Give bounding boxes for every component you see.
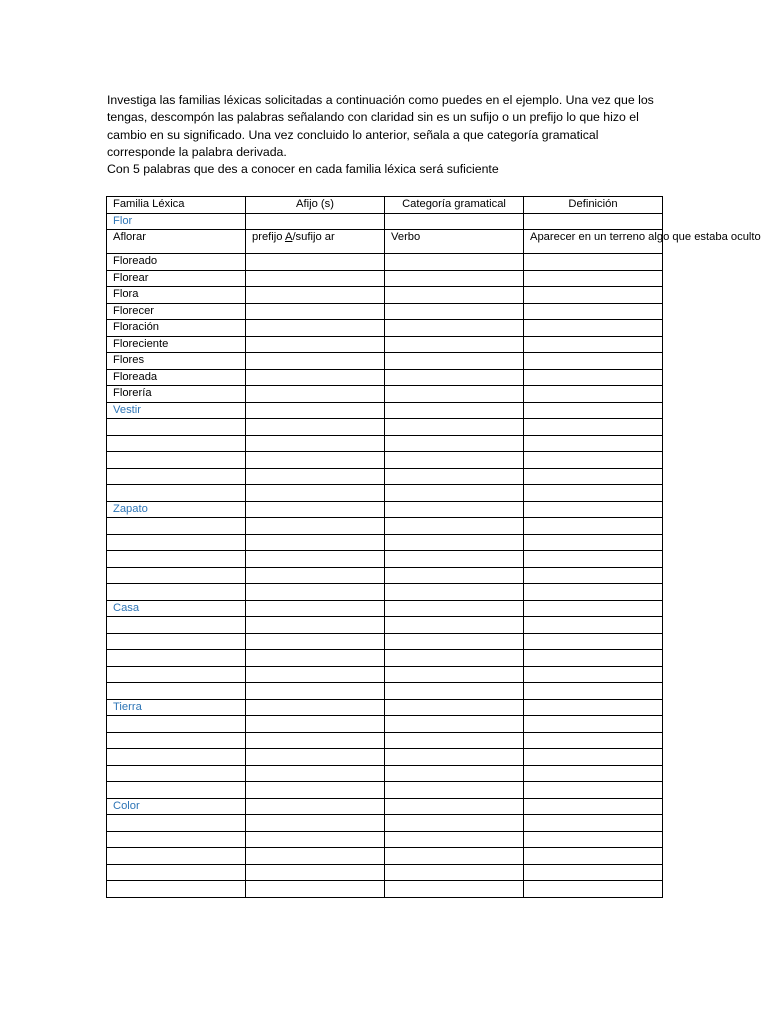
header-definicion: Definición [524, 197, 663, 214]
empty-cell[interactable] [246, 551, 385, 568]
empty-cell[interactable] [524, 732, 663, 749]
family-row [107, 501, 663, 518]
empty-cell[interactable] [246, 815, 385, 832]
empty-cell[interactable] [246, 617, 385, 634]
empty-cell[interactable] [246, 732, 385, 749]
table-row [107, 551, 663, 568]
table-row [107, 765, 663, 782]
empty-cell[interactable] [246, 287, 385, 304]
word-cell: Floreada [107, 369, 246, 386]
table-row [107, 848, 663, 865]
empty-cell[interactable] [107, 584, 246, 601]
remaining-families [107, 402, 663, 897]
empty-cell[interactable] [246, 864, 385, 881]
empty-cell[interactable] [524, 831, 663, 848]
empty-cell[interactable] [385, 633, 524, 650]
table-row [107, 534, 663, 551]
empty-cell[interactable] [107, 765, 246, 782]
table-row [107, 320, 663, 337]
empty-cell[interactable] [246, 452, 385, 469]
table-row [107, 369, 663, 386]
empty-cell[interactable] [385, 501, 524, 518]
empty-cell[interactable] [246, 501, 385, 518]
empty-cell[interactable] [385, 831, 524, 848]
empty-cell[interactable] [246, 782, 385, 799]
empty-cell[interactable] [524, 650, 663, 667]
empty-cell[interactable] [246, 848, 385, 865]
empty-cell[interactable] [524, 254, 663, 271]
empty-cell[interactable] [524, 353, 663, 370]
empty-cell[interactable] [107, 485, 246, 502]
family-row [107, 600, 663, 617]
empty-cell[interactable] [107, 435, 246, 452]
table-row [107, 815, 663, 832]
empty-cell[interactable] [246, 600, 385, 617]
word-cell: Florecer [107, 303, 246, 320]
empty-cell[interactable] [524, 782, 663, 799]
empty-cell[interactable] [385, 254, 524, 271]
family-row [107, 402, 663, 419]
empty-cell[interactable] [385, 798, 524, 815]
empty-cell[interactable] [385, 584, 524, 601]
empty-cell[interactable] [246, 749, 385, 766]
table-row [107, 831, 663, 848]
table-row [107, 666, 663, 683]
empty-cell[interactable] [524, 699, 663, 716]
empty-cell[interactable] [246, 716, 385, 733]
empty-cell[interactable] [385, 452, 524, 469]
empty-cell[interactable] [385, 617, 524, 634]
empty-cell[interactable] [524, 798, 663, 815]
empty-cell[interactable] [524, 749, 663, 766]
example-affix [246, 230, 385, 254]
empty-cell[interactable] [385, 650, 524, 667]
empty-cell[interactable] [107, 551, 246, 568]
empty-cell[interactable] [385, 353, 524, 370]
table-row [107, 864, 663, 881]
table-row [107, 270, 663, 287]
empty-cell[interactable] [107, 452, 246, 469]
empty-cell[interactable] [385, 419, 524, 436]
empty-cell[interactable] [246, 353, 385, 370]
affix-prefix-text: prefijo [252, 231, 285, 243]
table-row [107, 782, 663, 799]
empty-cell[interactable] [524, 402, 663, 419]
empty-cell[interactable] [385, 369, 524, 386]
empty-cell[interactable] [246, 881, 385, 898]
table-row [107, 650, 663, 667]
affix-suffix-text: /sufijo ar [292, 231, 335, 243]
empty-cell[interactable] [385, 534, 524, 551]
empty-cell[interactable] [385, 336, 524, 353]
empty-cell[interactable] [524, 369, 663, 386]
table-row [107, 716, 663, 733]
table-row [107, 287, 663, 304]
empty-cell[interactable] [246, 386, 385, 403]
empty-cell[interactable] [385, 567, 524, 584]
table-row [107, 353, 663, 370]
empty-cell[interactable] [246, 369, 385, 386]
empty-cell[interactable] [524, 435, 663, 452]
empty-cell[interactable] [385, 320, 524, 337]
table-row [107, 881, 663, 898]
empty-cell[interactable] [524, 270, 663, 287]
empty-cell[interactable] [246, 419, 385, 436]
empty-cell[interactable] [385, 732, 524, 749]
empty-cell[interactable] [524, 584, 663, 601]
empty-cell[interactable] [246, 683, 385, 700]
empty-cell[interactable] [385, 303, 524, 320]
empty-cell[interactable] [107, 534, 246, 551]
table-row [107, 336, 663, 353]
table-row [107, 518, 663, 535]
empty-cell[interactable] [524, 716, 663, 733]
table-row [107, 567, 663, 584]
empty-cell[interactable] [107, 716, 246, 733]
table-row [107, 386, 663, 403]
empty-cell[interactable] [385, 386, 524, 403]
empty-cell[interactable] [524, 419, 663, 436]
empty-cell[interactable] [524, 666, 663, 683]
empty-cell[interactable] [246, 270, 385, 287]
instruction-line: Con 5 palabras que des a conocer en cada familia léxica será suficiente [107, 162, 499, 177]
empty-cell[interactable] [524, 336, 663, 353]
empty-cell[interactable] [107, 567, 246, 584]
empty-cell[interactable] [385, 782, 524, 799]
empty-cell[interactable] [107, 732, 246, 749]
family-row [107, 213, 663, 230]
family-name: Zapato [107, 501, 246, 518]
empty-cell[interactable] [246, 336, 385, 353]
empty-cell[interactable] [385, 551, 524, 568]
empty-cell[interactable] [107, 864, 246, 881]
empty-cell[interactable] [107, 617, 246, 634]
empty-cell[interactable] [107, 683, 246, 700]
empty-cell[interactable] [524, 815, 663, 832]
word-cell: Flores [107, 353, 246, 370]
empty-cell[interactable] [246, 213, 385, 230]
empty-cell[interactable] [524, 600, 663, 617]
empty-cell[interactable] [524, 485, 663, 502]
instruction-line: cambio en su significado. Una vez concluido lo anterior, señala a que categoría gramatical [107, 127, 599, 142]
empty-cell[interactable] [385, 518, 524, 535]
empty-cell[interactable] [246, 666, 385, 683]
empty-cell[interactable] [385, 270, 524, 287]
word-cell: Floración [107, 320, 246, 337]
instruction-line: corresponde la palabra derivada. [107, 144, 287, 159]
empty-cell[interactable] [524, 534, 663, 551]
empty-cell[interactable] [246, 468, 385, 485]
empty-cell[interactable] [524, 864, 663, 881]
empty-cell[interactable] [246, 650, 385, 667]
empty-cell[interactable] [246, 633, 385, 650]
empty-cell[interactable] [246, 765, 385, 782]
empty-cell[interactable] [246, 303, 385, 320]
empty-cell[interactable] [246, 402, 385, 419]
empty-cell[interactable] [107, 815, 246, 832]
empty-cell[interactable] [385, 666, 524, 683]
family-name: Casa [107, 600, 246, 617]
affix-underlined: A [284, 231, 293, 243]
example-definition: Aparecer en un terreno algo que estaba oculto [524, 230, 663, 254]
table-row [107, 633, 663, 650]
header-afijo: Afijo (s) [246, 197, 385, 214]
empty-cell[interactable] [246, 518, 385, 535]
empty-cell[interactable] [524, 683, 663, 700]
table-row [107, 303, 663, 320]
empty-cell[interactable] [246, 831, 385, 848]
family-row [107, 699, 663, 716]
empty-cell[interactable] [246, 534, 385, 551]
empty-cell[interactable] [385, 435, 524, 452]
instructions [107, 92, 667, 178]
table-header-row [107, 197, 663, 214]
table-row [107, 468, 663, 485]
empty-cell[interactable] [524, 213, 663, 230]
empty-cell[interactable] [385, 600, 524, 617]
table-row [107, 584, 663, 601]
empty-cell[interactable] [246, 485, 385, 502]
empty-cell[interactable] [385, 683, 524, 700]
empty-cell[interactable] [246, 798, 385, 815]
instruction-line: Investiga las familias léxicas solicitadas a continuación como puedes en el ejemplo. Una vez que los [107, 93, 654, 107]
empty-cell[interactable] [524, 468, 663, 485]
example-category: Verbo [385, 230, 524, 254]
table-row [107, 452, 663, 469]
example-word: Aflorar [107, 230, 246, 254]
family-name: Color [107, 798, 246, 815]
header-familia: Familia Léxica [107, 197, 246, 214]
empty-cell[interactable] [385, 765, 524, 782]
empty-cell[interactable] [107, 419, 246, 436]
table-row [107, 419, 663, 436]
table-row [107, 617, 663, 634]
table-row [107, 732, 663, 749]
empty-cell[interactable] [524, 881, 663, 898]
empty-cell[interactable] [524, 551, 663, 568]
empty-cell[interactable] [524, 617, 663, 634]
family-name: Tierra [107, 699, 246, 716]
table-row [107, 683, 663, 700]
empty-cell[interactable] [246, 320, 385, 337]
word-cell: Florería [107, 386, 246, 403]
empty-cell[interactable] [524, 567, 663, 584]
empty-cell[interactable] [385, 864, 524, 881]
empty-cell[interactable] [246, 254, 385, 271]
empty-cell[interactable] [107, 848, 246, 865]
empty-cell[interactable] [385, 881, 524, 898]
empty-cell[interactable] [385, 402, 524, 419]
empty-cell[interactable] [524, 633, 663, 650]
family-name: Vestir [107, 402, 246, 419]
word-cell: Floreado [107, 254, 246, 271]
empty-cell[interactable] [524, 287, 663, 304]
empty-cell[interactable] [524, 452, 663, 469]
table-row [107, 749, 663, 766]
empty-cell[interactable] [107, 881, 246, 898]
empty-cell[interactable] [246, 567, 385, 584]
table-row [107, 485, 663, 502]
empty-cell[interactable] [385, 815, 524, 832]
empty-cell[interactable] [385, 848, 524, 865]
empty-cell[interactable] [107, 633, 246, 650]
empty-cell[interactable] [524, 848, 663, 865]
word-cell: Flora [107, 287, 246, 304]
empty-cell[interactable] [107, 468, 246, 485]
empty-cell[interactable] [246, 435, 385, 452]
family-row [107, 798, 663, 815]
empty-cell[interactable] [107, 831, 246, 848]
empty-cell[interactable] [524, 501, 663, 518]
empty-cell[interactable] [385, 468, 524, 485]
table-row [107, 435, 663, 452]
empty-cell[interactable] [385, 213, 524, 230]
empty-cell[interactable] [107, 749, 246, 766]
empty-cell[interactable] [246, 584, 385, 601]
instruction-line: tengas, descompón las palabras señalando con claridad sin es un sufijo o un prefijo lo que hizo el [107, 110, 639, 125]
empty-cell[interactable] [246, 699, 385, 716]
empty-cell[interactable] [524, 303, 663, 320]
family-name: Flor [107, 213, 246, 230]
word-cell: Floreciente [107, 336, 246, 353]
lexical-families-table [106, 196, 761, 898]
example-row [107, 230, 663, 254]
empty-cell[interactable] [524, 320, 663, 337]
empty-cell[interactable] [524, 765, 663, 782]
empty-cell[interactable] [385, 287, 524, 304]
empty-cell[interactable] [524, 386, 663, 403]
empty-cell[interactable] [385, 716, 524, 733]
empty-cell[interactable] [385, 485, 524, 502]
empty-cell[interactable] [107, 666, 246, 683]
empty-cell[interactable] [385, 699, 524, 716]
empty-cell[interactable] [107, 782, 246, 799]
empty-cell[interactable] [524, 518, 663, 535]
word-cell: Florear [107, 270, 246, 287]
header-categoria: Categoría gramatical [385, 197, 524, 214]
table-row [107, 254, 663, 271]
empty-cell[interactable] [385, 749, 524, 766]
empty-cell[interactable] [107, 650, 246, 667]
empty-cell[interactable] [107, 518, 246, 535]
